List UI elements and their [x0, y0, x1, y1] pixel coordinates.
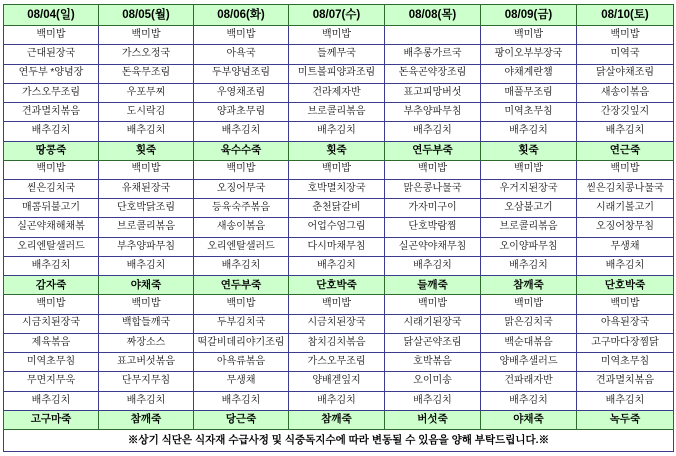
menu-cell: 돈육곤약장조림 — [385, 64, 481, 83]
menu-cell: 어업수엄그림 — [289, 218, 385, 237]
menu-cell: 제육볶음 — [4, 333, 99, 352]
menu-cell: 아욕국 — [194, 45, 289, 64]
menu-cell: 호박멸치장국 — [289, 179, 385, 198]
footer-notice: ※상기 식단은 식자재 수급사정 및 식중독지수에 따라 변동될 수 있음을 양해 부탁드립니다.※ — [4, 429, 674, 451]
menu-cell: 백미밥 — [99, 295, 194, 314]
menu-cell: 백미밥 — [385, 295, 481, 314]
menu-cell: 맑은콩나물국 — [385, 179, 481, 198]
dinner-row-4 — [4, 372, 674, 391]
menu-cell: 떡갈비데리야기조림 — [194, 333, 289, 352]
porridge-cell: 녹두죽 — [577, 411, 674, 430]
menu-cell: 간장깃잎지 — [577, 103, 674, 122]
porridge-cell: 야채죽 — [481, 411, 577, 430]
menu-cell: 백합들깨국 — [99, 314, 194, 333]
menu-cell: 표고버섯볶음 — [99, 353, 194, 372]
menu-cell: 오리엔탈샐러드 — [4, 237, 99, 256]
menu-cell: 실곤약채해채볶 — [4, 218, 99, 237]
menu-cell: 배추김치 — [385, 391, 481, 410]
menu-cell: 양배겓잎지 — [289, 372, 385, 391]
menu-cell: 가스오정국 — [99, 45, 194, 64]
porridge-cell: 횟죽 — [481, 141, 577, 160]
menu-cell: 미역국 — [577, 45, 674, 64]
menu-cell: 미트볼피양과조림 — [289, 64, 385, 83]
menu-cell: 백미밥 — [289, 295, 385, 314]
lunch-row-5 — [4, 257, 674, 276]
menu-cell: 호박볶음 — [385, 353, 481, 372]
lunch-row-2 — [4, 199, 674, 218]
menu-cell: 배추김치 — [99, 257, 194, 276]
porridge-cell: 버섯죽 — [385, 411, 481, 430]
menu-cell: 아욕된장국 — [577, 314, 674, 333]
dinner-porridge-row — [4, 411, 674, 430]
menu-cell: 매콤뒤불고기 — [4, 199, 99, 218]
menu-table — [3, 4, 674, 452]
menu-cell: 두부양념조림 — [194, 64, 289, 83]
menu-cell: 단무지무침 — [99, 372, 194, 391]
porridge-cell: 횟죽 — [99, 141, 194, 160]
menu-cell: 백미밥 — [289, 160, 385, 179]
menu-cell: 배추김치 — [577, 122, 674, 141]
menu-cell: 브로콜리볶음 — [99, 218, 194, 237]
menu-cell: 배추김치 — [194, 122, 289, 141]
menu-cell: 백미밥 — [385, 160, 481, 179]
date-cell-1: 08/05(월) — [99, 5, 194, 26]
lunch-row-0 — [4, 160, 674, 179]
menu-cell: 표고피망버섯 — [385, 83, 481, 102]
lunch-row-1 — [4, 179, 674, 198]
menu-cell: 무생채 — [577, 237, 674, 256]
menu-cell: 두부김치국 — [194, 314, 289, 333]
menu-cell: 배추김치 — [194, 391, 289, 410]
menu-cell: 백순대볶음 — [481, 333, 577, 352]
porridge-cell: 고구마죽 — [4, 411, 99, 430]
menu-cell: 견과멸치볶음 — [4, 103, 99, 122]
porridge-cell: 단호박죽 — [289, 276, 385, 295]
menu-cell: 배추김치 — [481, 122, 577, 141]
porridge-cell: 단호박죽 — [577, 276, 674, 295]
date-header-row — [4, 5, 674, 26]
menu-cell: 브로콜리볶음 — [289, 103, 385, 122]
menu-cell: 가자미구이 — [385, 199, 481, 218]
lunch-row-4 — [4, 237, 674, 256]
menu-cell: 실곤약야채무침 — [385, 237, 481, 256]
menu-cell: 백미밥 — [99, 25, 194, 44]
menu-cell: 들께무국 — [289, 45, 385, 64]
menu-cell: 돈육무조림 — [99, 64, 194, 83]
menu-cell: 백미밥 — [577, 295, 674, 314]
menu-cell: 배추김치 — [194, 257, 289, 276]
menu-cell: 우영채조림 — [194, 83, 289, 102]
menu-cell: 백미밥 — [481, 25, 577, 44]
menu-cell: 맑은김치국 — [481, 314, 577, 333]
menu-cell: 양배추샐러드 — [481, 353, 577, 372]
menu-cell: 백미밥 — [577, 25, 674, 44]
dinner-row-1 — [4, 314, 674, 333]
menu-cell: 가스오무조림 — [289, 353, 385, 372]
menu-cell: 백미밥 — [194, 25, 289, 44]
menu-cell-empty — [385, 25, 481, 44]
menu-cell: 배추김치 — [289, 122, 385, 141]
date-cell-2: 08/06(화) — [194, 5, 289, 26]
dinner-row-2 — [4, 333, 674, 352]
menu-cell: 부추양파무침 — [99, 237, 194, 256]
breakfast-row-1 — [4, 45, 674, 64]
menu-cell: 유채된장국 — [99, 179, 194, 198]
porridge-cell: 참깨죽 — [99, 411, 194, 430]
breakfast-row-4 — [4, 103, 674, 122]
porridge-cell: 참깨죽 — [289, 411, 385, 430]
porridge-cell: 땅콩죽 — [4, 141, 99, 160]
menu-cell: 씯은김치콩나물국 — [577, 179, 674, 198]
menu-cell: 백미밥 — [4, 160, 99, 179]
menu-cell: 배추김치 — [577, 257, 674, 276]
menu-cell: 미역초무침 — [577, 353, 674, 372]
date-cell-5: 08/09(금) — [481, 5, 577, 26]
menu-cell: 건라제자반 — [289, 83, 385, 102]
menu-cell: 배추김치 — [4, 122, 99, 141]
menu-cell: 배추김치 — [4, 257, 99, 276]
menu-cell: 참치김치볶음 — [289, 333, 385, 352]
menu-cell: 새송이볶음 — [577, 83, 674, 102]
menu-cell: 오징어무국 — [194, 179, 289, 198]
menu-cell: 가스오무조림 — [4, 83, 99, 102]
menu-cell: 씯은김치국 — [4, 179, 99, 198]
dinner-row-0 — [4, 295, 674, 314]
porridge-cell: 연두부죽 — [194, 276, 289, 295]
menu-cell: 춘천닭갈비 — [289, 199, 385, 218]
menu-cell: 오징어창무침 — [577, 218, 674, 237]
menu-cell: 백미밥 — [481, 160, 577, 179]
menu-cell: 부추양파무침 — [385, 103, 481, 122]
date-cell-6: 08/10(토) — [577, 5, 674, 26]
menu-cell: 백미밥 — [4, 25, 99, 44]
menu-cell: 닭살야채조림 — [577, 64, 674, 83]
menu-cell: 배추김치 — [481, 391, 577, 410]
porridge-cell: 연근죽 — [577, 141, 674, 160]
porridge-cell: 당근죽 — [194, 411, 289, 430]
menu-cell: 단호박람찜 — [385, 218, 481, 237]
breakfast-porridge-row — [4, 141, 674, 160]
date-cell-3: 08/07(수) — [289, 5, 385, 26]
porridge-cell: 육수수죽 — [194, 141, 289, 160]
porridge-cell: 횟죽 — [289, 141, 385, 160]
menu-cell: 매풀무조림 — [481, 83, 577, 102]
menu-cell: 무생채 — [194, 372, 289, 391]
menu-cell: 우포무찌 — [99, 83, 194, 102]
menu-cell: 오리엔탈샐러드 — [194, 237, 289, 256]
footer-notice-row — [4, 429, 674, 451]
menu-cell: 시래기된장국 — [385, 314, 481, 333]
menu-cell: 짜장소스 — [99, 333, 194, 352]
menu-cell: 오이양파무침 — [481, 237, 577, 256]
menu-cell: 오삼불고기 — [481, 199, 577, 218]
menu-cell: 건파래자반 — [481, 372, 577, 391]
menu-cell: 백미밥 — [4, 295, 99, 314]
porridge-cell: 야채죽 — [99, 276, 194, 295]
menu-cell: 양과초무림 — [194, 103, 289, 122]
menu-cell: 우거지된장국 — [481, 179, 577, 198]
porridge-cell: 참깨죽 — [481, 276, 577, 295]
menu-cell: 무면지무욱 — [4, 372, 99, 391]
menu-cell: 단호박닭조림 — [99, 199, 194, 218]
menu-cell: 배추김치 — [99, 391, 194, 410]
date-cell-0: 08/04(일) — [4, 5, 99, 26]
dinner-row-3 — [4, 353, 674, 372]
menu-cell: 새송이볶음 — [194, 218, 289, 237]
menu-cell: 브로콜리볶음 — [481, 218, 577, 237]
menu-cell: 견과멸치볶음 — [577, 372, 674, 391]
menu-cell: 배추김치 — [4, 391, 99, 410]
dinner-row-5 — [4, 391, 674, 410]
menu-cell: 닭살곤약조림 — [385, 333, 481, 352]
menu-cell: 배추김치 — [289, 257, 385, 276]
menu-cell: 백미밥 — [289, 25, 385, 44]
menu-cell: 오이미송 — [385, 372, 481, 391]
menu-cell: 배추김치 — [385, 122, 481, 141]
menu-cell: 아욕류볶음 — [194, 353, 289, 372]
menu-cell: 등육숙주볶음 — [194, 199, 289, 218]
menu-cell: 시래기볼고기 — [577, 199, 674, 218]
porridge-cell: 연두부죽 — [385, 141, 481, 160]
menu-cell: 연두부 *양념장 — [4, 64, 99, 83]
menu-cell: 근대된장국 — [4, 45, 99, 64]
menu-cell: 배추김치 — [577, 391, 674, 410]
menu-cell: 미역초무침 — [481, 103, 577, 122]
menu-cell: 다시마채무침 — [289, 237, 385, 256]
menu-cell: 미역초무침 — [4, 353, 99, 372]
porridge-cell: 감자죽 — [4, 276, 99, 295]
breakfast-row-5 — [4, 122, 674, 141]
breakfast-row-0 — [4, 25, 674, 44]
menu-cell: 백미밥 — [194, 160, 289, 179]
menu-cell: 배추롱가르국 — [385, 45, 481, 64]
lunch-row-3 — [4, 218, 674, 237]
menu-cell: 시금치된장국 — [4, 314, 99, 333]
menu-cell: 백미밥 — [481, 295, 577, 314]
menu-cell: 고구마다장찜닭 — [577, 333, 674, 352]
breakfast-row-2 — [4, 64, 674, 83]
lunch-porridge-row — [4, 276, 674, 295]
menu-cell: 도시락김 — [99, 103, 194, 122]
menu-cell: 시금치된장국 — [289, 314, 385, 333]
menu-cell: 야채계란챔 — [481, 64, 577, 83]
menu-cell: 배추김치 — [481, 257, 577, 276]
breakfast-row-3 — [4, 83, 674, 102]
menu-cell: 백미밥 — [577, 160, 674, 179]
menu-cell: 백미밥 — [99, 160, 194, 179]
menu-cell: 배추김치 — [99, 122, 194, 141]
menu-cell: 배추김치 — [385, 257, 481, 276]
menu-cell: 배추김치 — [289, 391, 385, 410]
porridge-cell: 들깨죽 — [385, 276, 481, 295]
menu-cell: 백미밥 — [194, 295, 289, 314]
date-cell-4: 08/08(목) — [385, 5, 481, 26]
menu-cell: 팡이오부부장국 — [481, 45, 577, 64]
